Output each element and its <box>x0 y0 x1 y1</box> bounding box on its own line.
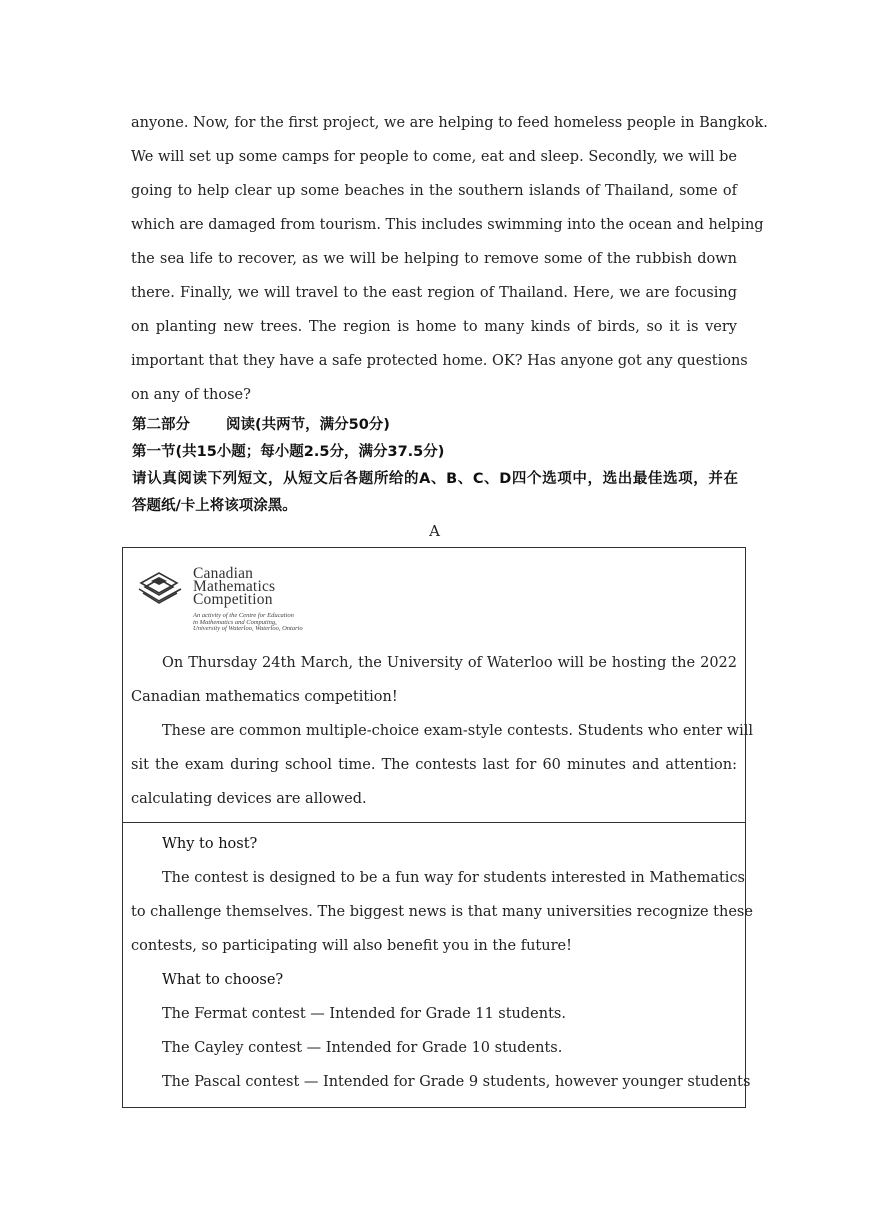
notice-box-bottom <box>122 821 753 1108</box>
listening-transcript-passage <box>131 106 768 412</box>
intro-paragraphs <box>131 646 754 816</box>
contest-item: The Fermat contest — Intended for Grade 11 students. <box>162 1006 566 1022</box>
contest-item: The Pascal contest — Intended for Grade 9 students, however younger students <box>162 1074 751 1090</box>
paragraph-line: contests, so participating will also benefit you in the future! <box>131 938 572 954</box>
competition-logo <box>137 565 357 637</box>
part-title: 阅读(共两节，满分50分) <box>226 417 390 433</box>
passage-line: going to help clear up some beaches in the southern islands of Thailand, some of <box>131 183 737 199</box>
paragraph-line: On Thursday 24th March, the University of Waterloo will be hosting the 2022 <box>162 655 737 671</box>
paragraph-line: The contest is designed to be a fun way for students interested in Mathematics <box>162 870 746 886</box>
part-two-heading <box>132 412 738 439</box>
passage-line: on planting new trees. The region is home to many kinds of birds, so it is very <box>131 319 737 335</box>
what-to-choose-heading: What to choose? <box>162 972 284 988</box>
notice-box-top <box>122 547 754 823</box>
logo-subtitle: An activity of the Centre for Education in Mathematics and Computing, University of Waterloo, Waterloo, Ontario <box>193 612 303 632</box>
cmc-emblem-icon <box>137 569 187 609</box>
instruction-line-1: 请认真阅读下列短文，从短文后各题所给的A、B、C、D四个选项中，选出最佳选项，并在 <box>132 471 738 487</box>
why-to-host-heading: Why to host? <box>162 836 258 852</box>
passage-line: which are damaged from tourism. This includes swimming into the ocean and helping <box>131 217 764 233</box>
passage-line: important that they have a safe protected home. OK? Has anyone got any questions <box>131 353 748 369</box>
details-section <box>131 827 753 1099</box>
passage-line: there. Finally, we will travel to the east region of Thailand. Here, we are focusing <box>131 285 737 301</box>
passage-line: We will set up some camps for people to come, eat and sleep. Secondly, we will be <box>131 149 737 165</box>
passage-line: the sea life to recover, as we will be helping to remove some of the rubbish down <box>131 251 737 267</box>
paragraph-line: Canadian mathematics competition! <box>131 689 398 705</box>
passage-line: anyone. Now, for the first project, we are helping to feed homeless people in Bangkok. <box>131 115 768 131</box>
instruction-line-2: 答题纸/卡上将该项涂黑。 <box>132 498 297 514</box>
section-one-heading: 第一节(共15小题；每小题2.5分，满分37.5分) <box>132 444 445 460</box>
logo-wordmark: Canadian Mathematics Competition <box>193 565 276 608</box>
part-label: 第二部分 <box>132 417 190 433</box>
paragraph-line: to challenge themselves. The biggest news is that many universities recognize these <box>131 904 753 920</box>
passage-line: on any of those? <box>131 387 251 403</box>
paragraph-line: sit the exam during school time. The contests last for 60 minutes and attention: <box>131 757 737 773</box>
passage-letter: A <box>429 522 440 540</box>
paragraph-line: calculating devices are allowed. <box>131 791 367 807</box>
paragraph-line: These are common multiple-choice exam-style contests. Students who enter will <box>162 723 754 739</box>
contest-item: The Cayley contest — Intended for Grade 10 students. <box>162 1040 563 1056</box>
